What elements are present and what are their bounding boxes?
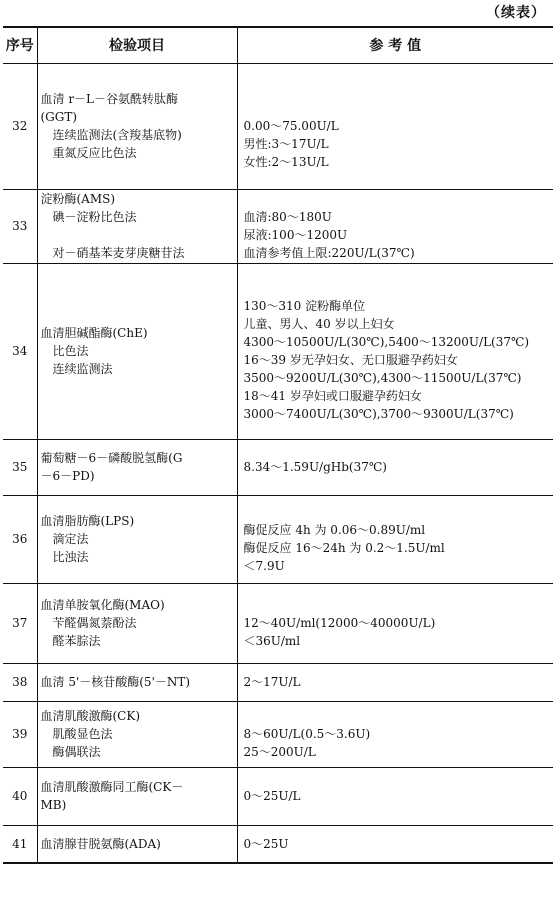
item-name: 血清腺苷脱氨酶(ADA) — [40, 836, 161, 851]
reference-value: 16～39 岁无孕妇女、无口服避孕药妇女 — [243, 353, 458, 367]
item-method — [38, 226, 237, 244]
reference-table — [3, 26, 553, 864]
reference-value: 130～310 淀粉酶单位 — [243, 299, 366, 313]
reference-value: 血清:80～180U — [243, 210, 332, 224]
reference-value: ＜36U/ml — [243, 634, 301, 648]
item-name: MB) — [40, 798, 67, 812]
reference-value: 25～200U/L — [243, 745, 316, 759]
reference-value: 酶促反应 4h 为 0.06～0.89U/ml — [243, 523, 426, 537]
reference-value: 4300～10500U/L(30℃),5400～13200U/L(37℃) — [243, 335, 530, 349]
item-cell — [37, 263, 237, 439]
reference-cell — [237, 663, 553, 701]
row-number: 39 — [3, 701, 37, 767]
reference-cell — [237, 63, 553, 189]
reference-cell — [237, 583, 553, 663]
row-number: 35 — [3, 439, 37, 495]
reference-value: 血清参考值上限:220U/L(37℃) — [243, 246, 415, 260]
item-method: 酶偶联法 — [52, 745, 101, 759]
reference-value: 尿液:100～1200U — [243, 228, 348, 242]
item-cell — [37, 701, 237, 767]
item-name: 血清脂肪酶(LPS) — [40, 514, 135, 528]
reference-value: 8.34～1.59U/gHb(37℃) — [243, 460, 387, 474]
item-method: 碘－淀粉比色法 — [52, 210, 137, 224]
table-row — [3, 189, 553, 263]
item-method: 肌酸显色法 — [52, 727, 113, 741]
reference-cell — [237, 495, 553, 583]
item-cell — [37, 767, 237, 825]
table-row — [3, 63, 553, 189]
reference-value — [238, 707, 554, 725]
item-method: 醛苯腙法 — [52, 634, 101, 648]
reference-value: 8～60U/L(0.5～3.6U) — [243, 727, 371, 741]
reference-value — [238, 279, 554, 297]
item-name: 淀粉酶(AMS) — [40, 192, 116, 206]
table-row — [3, 495, 553, 583]
reference-value — [238, 190, 554, 208]
reference-value: 儿童、男人、40 岁以上妇女 — [243, 317, 395, 331]
table-row — [3, 825, 553, 863]
item-cell — [37, 583, 237, 663]
reference-value: 酶促反应 16～24h 为 0.2～1.5U/ml — [243, 541, 445, 555]
item-method: 比色法 — [52, 344, 89, 358]
reference-value: 3500～9200U/L(30℃),4300～11500U/L(37℃) — [243, 371, 522, 385]
table-row — [3, 663, 553, 701]
item-cell — [37, 63, 237, 189]
reference-value: 3000～7400U/L(30℃),3700～9300U/L(37℃) — [243, 407, 514, 421]
reference-value: 0～25U/L — [243, 789, 301, 803]
item-method: 连续监测法(含羧基底物) — [52, 128, 182, 142]
reference-value — [238, 81, 554, 99]
item-name: 血清 5'－核苷酸酶(5'－NT) — [40, 675, 191, 689]
row-number: 41 — [3, 825, 37, 863]
item-cell — [37, 495, 237, 583]
item-method: 滴定法 — [52, 532, 89, 546]
item-name: 血清肌酸激酶同工酶(CK－ — [40, 780, 184, 794]
item-cell — [37, 663, 237, 701]
reference-value: 女性:2～13U/L — [243, 155, 329, 169]
table-row — [3, 767, 553, 825]
item-method: 苄醛偶氮萘酚法 — [52, 616, 137, 630]
reference-value — [238, 503, 554, 521]
reference-value: 男性:3～17U/L — [243, 137, 329, 151]
reference-value: 0.00～75.00U/L — [243, 119, 339, 133]
reference-cell — [237, 263, 553, 439]
reference-cell — [237, 701, 553, 767]
row-number: 37 — [3, 583, 37, 663]
table-row — [3, 701, 553, 767]
table-row — [3, 439, 553, 495]
reference-cell — [237, 767, 553, 825]
row-number: 33 — [3, 189, 37, 263]
item-method: 连续监测法 — [52, 362, 113, 376]
reference-value: ＜7.9U — [243, 559, 285, 573]
header-ref: 参 考 值 — [237, 27, 553, 63]
item-name: 血清胆碱酯酶(ChE) — [40, 326, 148, 340]
item-name: 血清 r－L－谷氨酰转肽酶 — [40, 92, 179, 106]
table-row — [3, 263, 553, 439]
row-number: 34 — [3, 263, 37, 439]
item-name: 血清肌酸激酶(CK) — [40, 709, 141, 723]
reference-value: 18～41 岁孕妇或口服避孕药妇女 — [243, 389, 422, 403]
reference-cell — [237, 189, 553, 263]
item-cell — [37, 439, 237, 495]
reference-cell — [237, 825, 553, 863]
table-row — [3, 583, 553, 663]
row-number: 36 — [3, 495, 37, 583]
row-number: 40 — [3, 767, 37, 825]
item-method: 比浊法 — [52, 550, 89, 564]
reference-value: 0～25U — [243, 836, 289, 851]
reference-value — [238, 596, 554, 614]
reference-value — [238, 99, 554, 117]
reference-value: 12～40U/ml(12000～40000U/L) — [243, 616, 436, 630]
item-method: 对－硝基苯麦芽庚糖苷法 — [52, 246, 185, 260]
item-name: 血清单胺氧化酶(MAO) — [40, 598, 165, 612]
item-name: (GGT) — [40, 110, 78, 124]
reference-value: 2～17U/L — [243, 675, 301, 689]
item-cell — [37, 189, 237, 263]
row-number: 32 — [3, 63, 37, 189]
continued-label: （续表） — [486, 5, 546, 21]
item-name: 葡萄糖－6－磷酸脱氢酶(G — [40, 451, 183, 465]
header-row — [3, 27, 553, 63]
item-cell — [37, 825, 237, 863]
header-no: 序号 — [3, 27, 37, 63]
item-name: －6－PD) — [40, 469, 95, 483]
table-body — [3, 63, 553, 863]
item-method: 重氮反应比色法 — [52, 146, 137, 160]
reference-cell — [237, 439, 553, 495]
row-number: 38 — [3, 663, 37, 701]
header-item: 检验项目 — [37, 27, 237, 63]
